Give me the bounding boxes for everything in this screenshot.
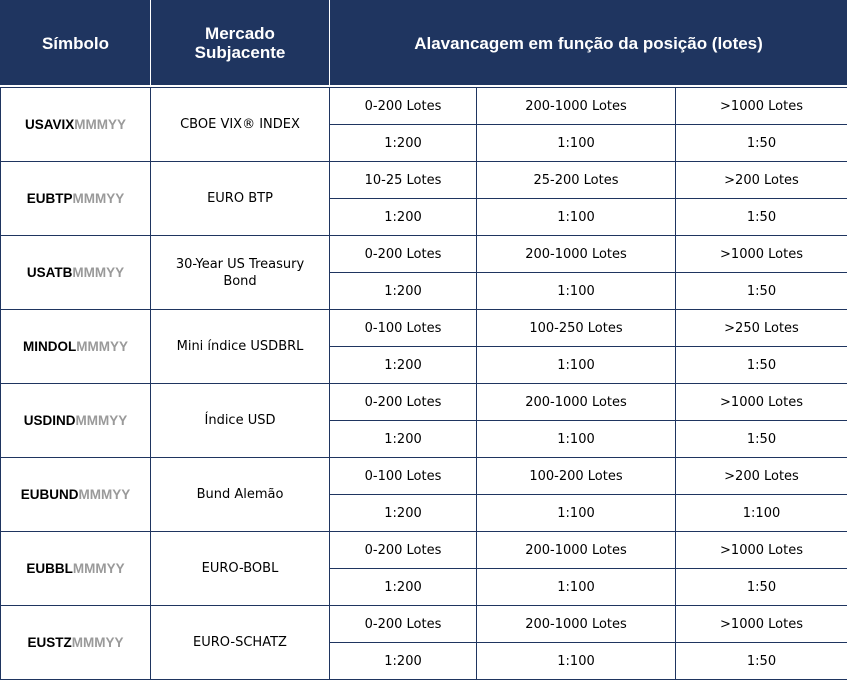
symbol-suffix: MMMYY [72,561,125,576]
tier-cell: 200-1000 Lotes [477,532,676,569]
ratio-cell: 1:100 [477,643,676,680]
market-cell: Mini índice USDBRL [151,310,330,384]
ratio-cell: 1:100 [676,495,847,532]
ratio-cell: 1:200 [330,273,477,310]
tier-cell: >200 Lotes [676,458,847,495]
tier-cell: 0-200 Lotes [330,88,477,125]
tier-cell: 200-1000 Lotes [477,384,676,421]
tier-cell: >200 Lotes [676,162,847,199]
symbol-cell [1,162,151,236]
ratio-cell: 1:100 [477,199,676,236]
ratio-cell: 1:50 [676,347,847,384]
ratio-cell: 1:100 [477,421,676,458]
table-row [1,384,847,421]
ratio-cell: 1:100 [477,569,676,606]
market-cell: EURO-SCHATZ [151,606,330,680]
tier-cell: 10-25 Lotes [330,162,477,199]
table-row [1,162,847,199]
table-row [1,236,847,273]
symbol-suffix: MMMYY [74,117,126,132]
symbol-base: MINDOL [23,339,77,354]
symbol-base: EUSTZ [27,635,72,650]
tier-cell: 200-1000 Lotes [477,236,676,273]
ratio-cell: 1:200 [330,643,477,680]
tier-cell: 25-200 Lotes [477,162,676,199]
ratio-cell: 1:100 [477,495,676,532]
tier-cell: >250 Lotes [676,310,847,347]
symbol-base: EUBBL [26,561,73,576]
symbol-cell [1,532,151,606]
ratio-cell: 1:50 [676,273,847,310]
ratio-cell: 1:200 [330,125,477,162]
table-row [1,88,847,125]
symbol-suffix: MMMYY [75,413,128,428]
symbol-cell [1,458,151,532]
table-row [1,606,847,643]
ratio-cell: 1:50 [676,421,847,458]
ratio-cell: 1:200 [330,421,477,458]
table-row [1,310,847,347]
ratio-cell: 1:200 [330,199,477,236]
symbol-suffix: MMMYY [72,265,125,280]
symbol-base: EUBTP [26,191,73,206]
table-row [1,458,847,495]
tier-cell: 0-200 Lotes [330,384,477,421]
symbol-base: EUBUND [20,487,79,502]
ratio-cell: 1:50 [676,569,847,606]
symbol-cell [1,88,151,162]
symbol-cell [1,606,151,680]
symbol-suffix: MMMYY [76,339,128,354]
ratio-cell: 1:100 [477,347,676,384]
market-cell: Índice USD [151,384,330,458]
symbol-suffix: MMMYY [78,487,131,502]
tier-cell: >1000 Lotes [676,236,847,273]
tier-cell: >1000 Lotes [676,88,847,125]
symbol-suffix: MMMYY [71,635,124,650]
symbol-base: USATB [26,265,73,280]
symbol-base: USAVIX [24,117,75,132]
market-cell: EURO-BOBL [151,532,330,606]
ratio-cell: 1:50 [676,199,847,236]
symbol-cell [1,384,151,458]
ratio-cell: 1:200 [330,569,477,606]
symbol-cell [1,236,151,310]
tier-cell: 0-200 Lotes [330,606,477,643]
tier-cell: 0-200 Lotes [330,532,477,569]
market-cell: EURO BTP [151,162,330,236]
market-cell: CBOE VIX® INDEX [151,88,330,162]
tier-cell: 200-1000 Lotes [477,88,676,125]
market-cell: Bund Alemão [151,458,330,532]
header-row [1,1,847,86]
ratio-cell: 1:100 [477,273,676,310]
tier-cell: 0-100 Lotes [330,458,477,495]
header-market: Mercado Subjacente [151,1,330,86]
header-leverage: Alavancagem em função da posição (lotes) [330,1,847,86]
ratio-cell: 1:50 [676,125,847,162]
table-header [1,1,847,88]
tier-cell: >1000 Lotes [676,606,847,643]
tier-cell: >1000 Lotes [676,532,847,569]
ratio-cell: 1:100 [477,125,676,162]
tier-cell: 0-100 Lotes [330,310,477,347]
tier-cell: >1000 Lotes [676,384,847,421]
ratio-cell: 1:200 [330,495,477,532]
symbol-suffix: MMMYY [72,191,125,206]
ratio-cell: 1:50 [676,643,847,680]
tier-cell: 100-200 Lotes [477,458,676,495]
header-symbol: Símbolo [1,1,151,86]
tier-cell: 100-250 Lotes [477,310,676,347]
tier-cell: 200-1000 Lotes [477,606,676,643]
symbol-cell [1,310,151,384]
symbol-base: USDIND [23,413,76,428]
table-row [1,532,847,569]
ratio-cell: 1:200 [330,347,477,384]
market-cell: 30-Year US Treasury Bond [151,236,330,310]
tier-cell: 0-200 Lotes [330,236,477,273]
table-body [1,88,847,680]
